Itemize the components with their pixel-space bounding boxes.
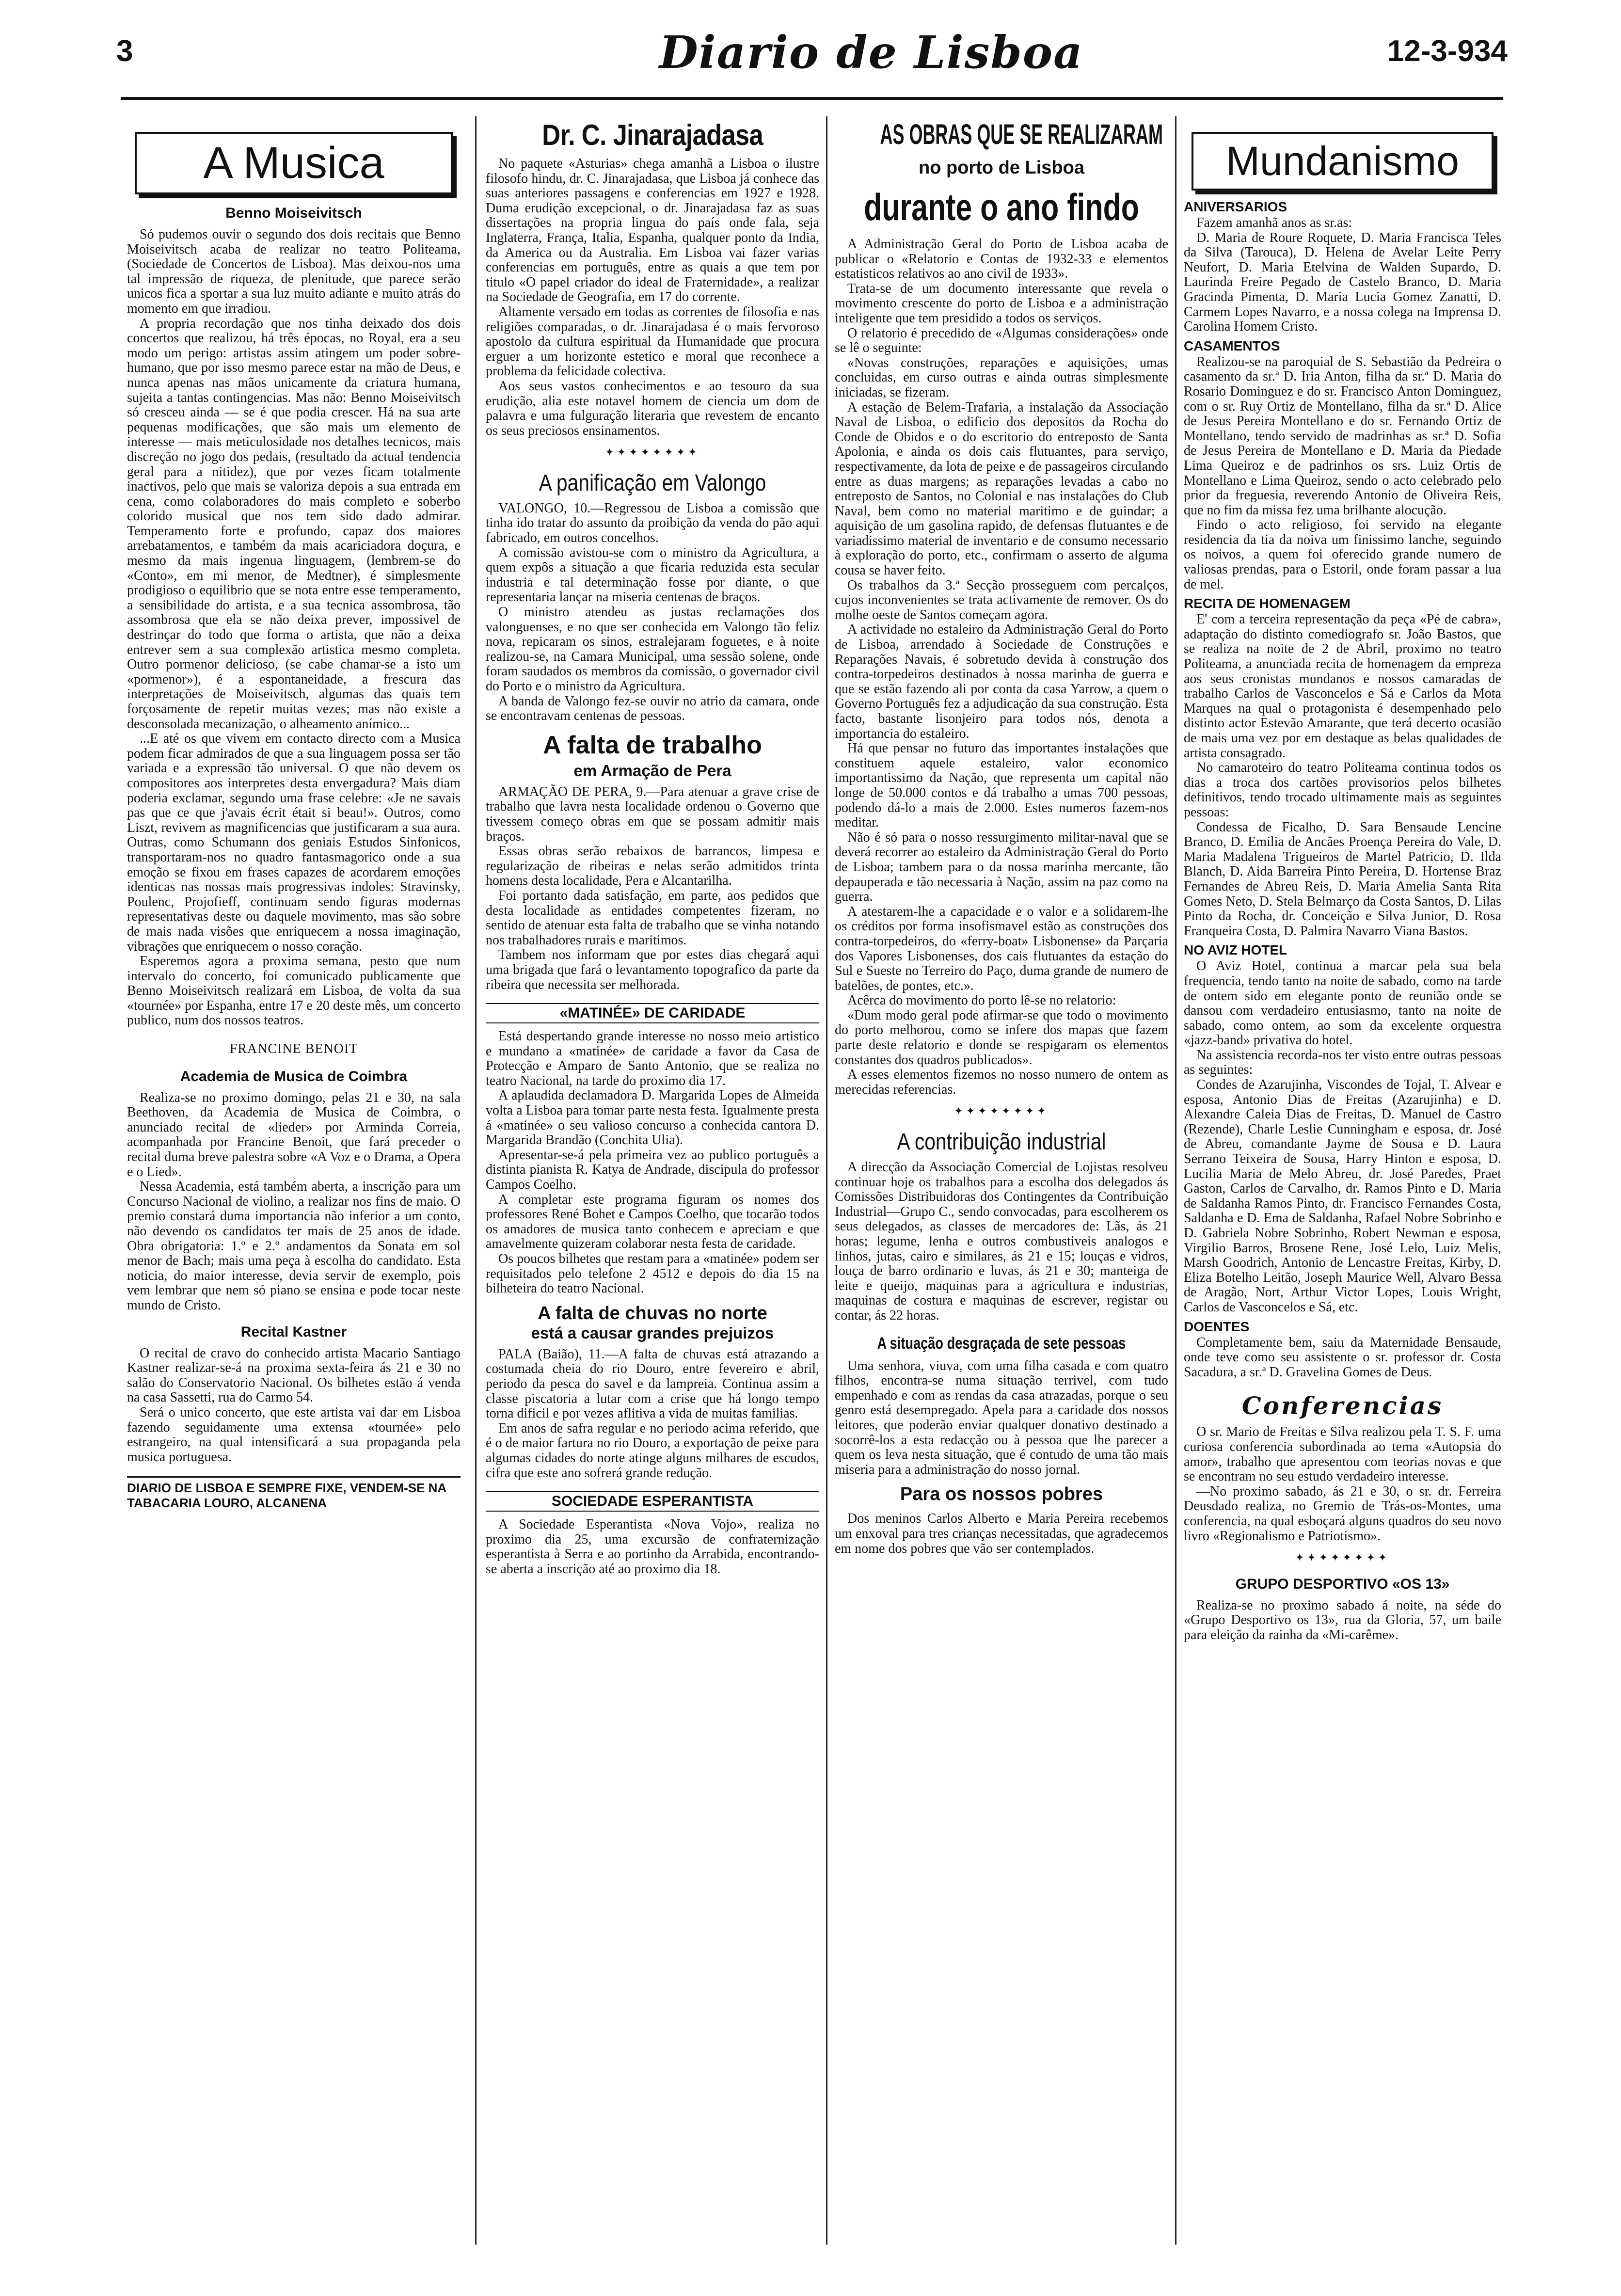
article-subtitle: no porto de Lisboa <box>919 158 1084 178</box>
paragraph: ...E até os que vivem em contacto directo com a Musica podem ficar admirados de que a sua linguagem possa ser tão variada e a expressão tão universal. O que não devem os compositores aos interpretes desta envergadura? Mais diam poderia exclamar, segundo uma frase celebre: «Je ne savais pas que ce que j'avais écrit était si beau!». Outros, como Liszt, revivem as magnificencias que justificaram a sua aura. Outras, como Schumann dos geniais Estudos Sinfonicos, transportaram-nos no quadro fantasmagorico onde a sua emoção se fixou em frases capazes de acordarem emoções identicas nas nossas mais progressivas indoles: Stravinsky, Poulenc, Projofieff, continuam sendo figuras modernas representativas deste ou daquele movimento, mas são sobre de mais nada visões que enriquecem a nossa imaginação, vibrações que enriquecem o nosso coração. <box>127 731 461 954</box>
paragraph: Os trabalhos da 3.ª Secção prosseguem com percalços, cujos inconvenientes se trata activamente de remover. Os do molhe oeste de Santos começam agora. <box>835 577 1168 622</box>
article-title: Dr. C. Jinarajadasa <box>542 119 763 151</box>
article-title: A situação desgraçada de sete pessoas <box>877 1334 1126 1353</box>
subsection-label: ANIVERSARIOS <box>1184 199 1287 214</box>
paragraph: E' com a terceira representação da peça «Pé de cabra», adaptação do distinto comediografo sr. João Bastos, que se realiza na noite de 2 de Abril, proximo no teatro Politeama, a anunciada recita de homenagem da empreza aos seus cronistas mundanos e nossos camaradas de trabalho Carlos de Vasconcelos e Sá e Carlos da Mota Marques na qual o protagonista é desempenhado pelo distinto actor Estevão Amarante, que terá decerto ocasião de mais uma vez por em destaque as belas qualidades de artista consagrado. <box>1184 612 1501 761</box>
paragraph: Está despertando grande interesse no nosso meio artistico e mundano a «matinée» de caridade a favor da Casa de Protecção e Amparo de Santo Antonio, que se realiza no teatro Nacional, na tarde do proximo dia 17. <box>486 1029 819 1088</box>
paragraph: Condessa de Ficalho, D. Sara Bensaude Lencine Branco, D. Emilia de Ancães Proença Pereira do Vale, D. Maria Madalena Trigueiros de Martel Patricio, D. Ilda Blanch, D. Aida Barreira Pinto Pereira, D. Hortense Braz Fernandes de Abreu Reis, D. Maria Amelia Santa Rita Gomes Neto, D. Stela Belmarço da Costa Santos, D. Lilas Pinto da Rocha, dr. Conceição e Silva Junior, D. Rosa Franqueira Costa, D. Palmira Navarro Viana Bastos. <box>1184 819 1501 939</box>
newspaper-title: Diario de Lisboa <box>659 26 1083 79</box>
article-title: Academia de Musica de Coimbra <box>180 1068 408 1084</box>
article-title: GRUPO DESPORTIVO «OS 13» <box>1235 1576 1450 1592</box>
paragraph: No camaroteiro do teatro Politeama continua todos os dias a troca dos cartões provisorios pelos bilhetes definitivos, tendo trocado ultimamente mais as seguintes pessoas: <box>1184 760 1501 820</box>
paragraph: Na assistencia recorda-nos ter visto entre outras pessoas as seguintes: <box>1184 1047 1501 1078</box>
paragraph: VALONGO, 10.—Regressou de Lisboa a comissão que tinha ido tratar do assunto da proibição da venda do pão aqui fabricado, em outros concelhos. <box>486 500 819 546</box>
paragraph: A atestarem-lhe a capacidade e o valor e a solidarem-lhe os créditos por forma insofismavel estão as construções dos contra-torpedeiros, do «ferry-boat» Lisbonense» da Parçaria dos Vapores Lisbonenses, dos cais flutuantes da estação do Sul e Sueste no Terreiro do Paço, duma grande de numero de batelões, de pontes, etc.». <box>835 904 1168 993</box>
paragraph: Será o unico concerto, que este artista vai dar em Lisboa fazendo seguidamente uma extensa «tournée» pelo estrangeiro, na qual intensificará a sua propaganda pela musica portuguesa. <box>127 1404 461 1465</box>
paragraph: A actividade no estaleiro da Administração Geral do Porto de Lisboa, arrendado à Sociedade de Construções e Reparações Navais, é sobretudo devida à construção dos contra-torpedeiros destinados à nossa marinha de guerra e que se estão fazendo ali por conta da casa Yarrow, a quem o Governo Português fez a adjudicação da sua construção. Esta facto, bastante lisonjeiro para todos nós, denota a importancia do estaleiro. <box>835 622 1168 741</box>
article-title-line-2: durante o ano findo <box>864 186 1139 228</box>
paragraph: Só pudemos ouvir o segundo dos dois recitais que Benno Moiseivitsch acaba de realizar no teatro Politeama, (Sociedade de Concertos de Lisboa). Mas deixou-nos uma tal impressão de riqueza, de plenitude, que parece serão unicos fica a sportar a sua luz muito adiante e muito atrás do momento em que irradiou. <box>127 227 461 316</box>
paragraph: —No proximo sabado, ás 21 e 30, o sr. dr. Ferreira Deusdado realiza, no Gremio de Trás-os-Montes, uma conferencia, na qual esboçará alguns quadros do seu novo livro «Regionalismo e Patriotismo». <box>1184 1483 1501 1544</box>
column-4 <box>1184 112 1501 2245</box>
article-title: A contribuição industrial <box>897 1129 1106 1155</box>
paragraph: A Sociedade Esperantista «Nova Vojo», realiza no proximo dia 25, uma excursão de confraternização esperantista à Serra e ao portinho da Arrabida, encontrando-se aberta a inscrição até ao proximo dia 18. <box>486 1517 819 1577</box>
article-title: A falta de chuvas no norte <box>538 1303 767 1323</box>
paragraph: Fazem amanhã anos as sr.as: <box>1196 215 1352 230</box>
paragraph: Esperemos agora a proxima semana, pesto que num intervalo do concerto, foi comunicado publicamente que Benno Moiseivitsch realizará em Lisboa, de volta da sua «tournée» por Espanha, entre 17 e 20 deste mês, um concerto publico, num dos nossos teatros. <box>127 954 461 1028</box>
article-title: SOCIEDADE ESPERANTISTA <box>486 1491 819 1512</box>
separator-ornament: ✦✦✦✦✦✦✦✦ <box>605 446 700 459</box>
paragraph: Altamente versado em todas as correntes de filosofia e nas religiões comparadas, o dr. Jinarajadasa é o mais fervoroso apostolo da cultura espiritual da Humanidade que procura erguer a um horizonte estetico e moral que reconhece a problema da felicidade colectiva. <box>486 304 819 379</box>
footer-note: DIARIO DE LISBOA E SEMPRE FIXE, VENDEM-SE NA TABACARIA LOURO, ALCANENA <box>127 1476 461 1511</box>
separator-ornament: ✦✦✦✦✦✦✦✦ <box>1295 1551 1390 1564</box>
paragraph: Findo o acto religioso, foi servido na elegante residencia da tia da noiva um finissimo lanche, seguindo os noivos, a quem foi oferecido grande numero de valiosas prendas, para o Estoril, onde foram passar a lua de mel. <box>1184 517 1501 592</box>
paragraph: Completamente bem, saiu da Maternidade Bensaude, onde teve como seu assistente o sr. professor dr. Costa Sacadura, a sr.ª D. Gravelina Gomes de Deus. <box>1184 1335 1501 1380</box>
section-header-musica: A Musica <box>135 132 453 194</box>
paragraph: Uma senhora, viuva, com uma filha casada e com quatro filhos, encontra-se numa situação terrivel, com tudo empenhado e com as rendas da casa atrazadas, porque o seu genro está desempregado. Apela para a caridade dos nossos leitores, que poderão enviar qualquer donativo destinado a socorrê-los a esta redacção ou à pessoa que lhe parecer a quem os leva nesta situação, que é contudo de uma tão mais miseria para a administração do nosso jornal. <box>835 1358 1168 1477</box>
paragraph: O relatorio é precedido de «Algumas considerações» onde se lê o seguinte: <box>835 325 1168 356</box>
paragraph: A esses elementos fizemos no nosso numero de ontem as merecidas referencias. <box>835 1067 1168 1097</box>
subsection-label: NO AVIZ HOTEL <box>1184 942 1287 958</box>
paragraph: D. Maria de Roure Roquete, D. Maria Francisca Teles da Silva (Tarouca), D. Helena de Avelar Leite Perry Neufort, D. Maria Etelvina de Walden Supardo, D. Laurinda Freire Pegado de Castelo Branco, D. Maria Gracinda Pimenta, D. Maria Lucia Gomez Zanatti, D. Carmem Lopes Navarro, e a nossa colega na Imprensa D. Carolina Homem Cristo. <box>1184 230 1501 335</box>
section-header-mundanismo: Mundanismo <box>1192 132 1494 191</box>
article-title: A falta de trabalho <box>543 731 762 759</box>
article-title: «MATINÉE» DE CARIDADE <box>486 1003 819 1023</box>
paragraph: Acêrca do movimento do porto lê-se no relatorio: <box>847 993 1116 1008</box>
paragraph: Há que pensar no futuro das importantes instalações que constituem aquele estaleiro, valor economico importantissimo da Nação, que representa um capital não longe de 50.000 contos e dá trabalho a umas 700 pessoas, podendo dá-lo a mais de 2.000. Estes numeros fazem-nos meditar. <box>835 741 1168 830</box>
masthead <box>116 26 1508 82</box>
separator-ornament: ✦✦✦✦✦✦✦✦ <box>954 1105 1049 1117</box>
paragraph: O recital de cravo do conhecido artista Macario Santiago Kastner realizar-se-á na proxima sexta-feira ás 21 e 30 no salão do Conservatorio Nacional. Os bilhetes estão á venda na casa Sassetti, rua do Carmo 54. <box>127 1345 461 1405</box>
paragraph: PALA (Baião), 11.—A falta de chuvas está atrazando a costumada cheia do rio Douro, entre fevereiro e abril, periodo da pesca do savel e da lampreia. Continua assim a classe piscatoria a lutar com a crise que há longo tempo torna dificil e por vezes aflitiva a vida de muitas familias. <box>486 1346 819 1421</box>
article-title: Conferencias <box>1241 1391 1444 1420</box>
article-title: A panificação em Valongo <box>539 470 766 496</box>
paragraph: Realiza-se no proximo domingo, pelas 21 e 30, na sala Beethoven, da Academia de Musica de Coimbra, o anunciado recital de «lieder» por Arminda Correia, acompanhada por Francine Benoit, que fará preceder o recital duma breve palestra sobre «A Voz e o Drama, a Opera e o Lied». <box>127 1090 461 1180</box>
paragraph: A Administração Geral do Porto de Lisboa acaba de publicar o «Relatorio e Contas de 1932-33 e elementos estatisticos relativos ao ano civil de 1933». <box>835 237 1168 282</box>
paragraph: No paquete «Asturias» chega amanhã a Lisboa o ilustre filosofo hindu, dr. C. Jinarajadasa, que Lisboa já conhece das suas anteriores passagens e conferencias em 1927 e 1928. Duma erudição excepcional, o dr. Jinarajadasa faz as suas dissertações na propria lingua do país onde fala, seja Inglaterra, França, Italia, Espanha, qualquer ponto da India, da America ou da Australia. Em Lisboa vai fazer varias conferencias em português, entre as quais a que tem por titulo «O papel criador do ideal de Fraternidade», a realizar na Sociedade de Geografia, em 17 do corrente. <box>486 156 819 305</box>
byline: FRANCINE BENOIT <box>229 1041 358 1057</box>
paragraph: A comissão avistou-se com o ministro da Agricultura, a quem expôs a situação a que ficaria reduzida esta secular industria e tal determinação fosse por diante, o que representaria lançar na miseria centenas de braços. <box>486 545 819 605</box>
subsection-label: CASAMENTOS <box>1184 338 1280 353</box>
page-number: 3 <box>116 34 133 68</box>
paragraph: Apresentar-se-á pela primeira vez ao publico português a distinta pianista R. Katya de Andrade, discipula do professor Campos Coelho. <box>486 1147 819 1193</box>
paragraph: ARMAÇÃO DE PERA, 9.—Para atenuar a grave crise de trabalho que lavra nesta localidade ordenou o Governo que tivessem começo obras em que se possam admitir mais braços. <box>486 784 819 844</box>
paragraph: A propria recordação que nos tinha deixado dos dois concertos que realizou, há três épocas, no Royal, era a seu modo um perigo: artistas assim atingem um poder sobre-humano, que por isso mesmo parece estar na mão de Deus, e nunca apenas nas mãos unicamente da criatura humana, sujeita a tantas contingencias. Mas não: Benno Moiseivitsch só cresceu ainda — se é que podia crescer. Há na sua arte pequenas modificações, que são mais um elemento de interesse — mais meticulosidade nos detalhes tecnicos, mais discreção no jogo dos pedais, (resultado da actual tendencia geral para a nitidez), que por vezes ficam totalmente inactivos, pelo que mais se valoriza depois a sua entrada em cena, como colaboradores do mais completo e soberbo colorido musical que nos tem sido dado admirar. Temperamento forte e profundo, capaz dos maiores arrebatamentos, e também da mais acariciadora doçura, e mesmo da mais ingenua linguagem, (lembrem-se do «Conto», em mi menor, de Medtner), é simplesmente prodigioso o equilibrio que se nota entre esse temperamento, a sensibilidade do artista, e a sua tecnica assombrosa, tão assombrosa que ela se não deixa prever, impossivel de destrinçar do todo que forma o artista, que não a deixa entrever sem a sua complexão artistica mesmo completa. Outro pormenor delicioso, (se cabe chamar-se a isto um «pormenor»), é a espontaneidade, a frescura das interpretações de Moiseivitsch, algumas das quais tem forçosamente de repetir muitas vezes; mas não existe a desconsolada mecanização, o alheamento anímico... <box>127 316 461 732</box>
paragraph: Os poucos bilhetes que restam para a «matinée» podem ser requisitados pelo telefone 2 4512 e depois do dia 15 na bilheteira do teatro Nacional. <box>486 1251 819 1296</box>
column-rule <box>1175 116 1176 2245</box>
paragraph: Foi portanto dada satisfação, em parte, aos pedidos que desta localidade as entidades competentes fizeram, no sentido de atenuar esta falta de trabalho que se vinha notando nos trabalhadores rurais e maritimos. <box>486 888 819 948</box>
paragraph: Tambem nos informam que por estes dias chegará aqui uma brigada que fará o levantamento topografico da parte da ribeira que necessita ser melhorada. <box>486 947 819 992</box>
paragraph: Realizou-se na paroquial de S. Sebastião da Pedreira o casamento da sr.ª D. Iria Anton, filha da sr.ª D. Maria do Rosario Dominguez e do sr. Francisco Anton Dominguez, com o sr. Ruy Ortiz de Montellano, filha da sr.ª D. Alice de Jesus Pereira Montellano e do sr. Fernando Ortiz de Montellano, tendo servido de madrinhas as sr.ª D. Sofia de Jesus Pereira de Montellano e D. Maria da Piedade Lima Queiroz e de padrinhos os srs. Luiz Ortis de Montellano e Lima Queiroz, sendo o acto celebrado pelo prior da freguesia, reverendo Antonio de Oliveira Reis, que no fim da missa fez uma brilhante alocução. <box>1184 354 1501 518</box>
article-subtitle: em Armação de Pera <box>573 761 731 780</box>
paragraph: Dos meninos Carlos Alberto e Maria Pereira recebemos um enxoval para tres crianças necessitadas, que agradecemos em nome dos pobres que vão ser contemplados. <box>835 1511 1168 1556</box>
article-title: Para os nossos pobres <box>900 1484 1103 1505</box>
subsection-label: RECITA DE HOMENAGEM <box>1184 596 1351 611</box>
paragraph: «Novas construções, reparações e aquisições, umas concluidas, em curso outras e ainda outras simplesmente iniciadas, se fizeram. <box>835 355 1168 400</box>
paragraph: A estação de Belem-Trafaria, a instalação da Associação Naval de Lisboa, o edificio dos depositos da Rocha do Conde de Obidos e o do escritorio do entreposto de Santa Apolonia, e ainda os dois cais flutuantes, para serviço, respectivamente, da lota de peixe e de passageiros circulando entre as duas margens; as reparações levadas a cabo no entreposto de Santos, no Colonial e nas instalações do Club Naval, bem como no material maritimo e de guindar; a aquisição de um gasolina rapido, de defensas flutuantes e de variadissimo material de inventario e de consumo necessario à exploração do porto, etc., confirmam o asserto de alguma cousa se haver feito. <box>835 399 1168 578</box>
paragraph: Condes de Azarujinha, Viscondes de Tojal, T. Alvear e esposa, Antonio Dias de Freitas (Azarujinha) e D. Alexandre Caleia Dias de Freitas, D. Manuel de Castro (Rezende), Charle Leslie Cunningham e esposa, dr. José de Abreu, comandante Jayme de Sousa e D. Laura Serrano Teixeira de Sousa, Harry Hinton e esposa, D. Lucilia Maria de Melo Abreu, dr. José Paredes, Praet Gaston, Carlos de Carvalho, dr. Ramos Pinto e D. Maria de Saldanha Ramos Pinto, dr. Francisco Fernandes Costa, Saldanha e D. Ema de Saldanha, Rafael Nobre Sobrinho e D. Gabriela Nobre Sobrinho, Robert Newman e esposa, Virgilio Barros, Brosene Rene, José Lelo, Luiz Melis, Marsh Goodrich, Antonio de Lencastre Freitas, Kirby, D. Eliza Botelho Leitão, Joseph Maurice Well, Alvaro Bessa de Aragão, Nort, Arthur Victor Lopes, Louis Wright, Carlos de Vasconcelos e Sá, etc. <box>1184 1077 1501 1315</box>
paragraph: O Aviz Hotel, continua a marcar pela sua bela frequencia, tendo tanto na noite de sabado, como na tarde de ontem sido em elegante ponto de reunião onde se dansou com verdadeiro entusiasmo, tanto na noite de sabado, como ontem, ao som da excelente orquestra «jazz-band» privativa do hotel. <box>1184 958 1501 1048</box>
paragraph: Em anos de safra regular e no periodo acima referido, que é o de maior fartura no rio Douro, a exportação de peixe para algumas cidades do norte atinge alguns milhares de escudos, cifra que este ano sofrerá grande redução. <box>486 1420 819 1481</box>
subsection-label: DOENTES <box>1184 1319 1250 1334</box>
paragraph: A completar este programa figuram os nomes dos professores René Bohet e Campos Coelho, que tocarão todos os amadores de musica tanto conhecem e apreciam e que amavelmente quizeram colaborar nesta festa de caridade. <box>486 1192 819 1252</box>
column-1 <box>127 112 461 2245</box>
column-2 <box>486 112 819 2235</box>
paragraph: Não é só para o nosso ressurgimento militar-naval que se deverá recorrer ao estaleiro da Administração Geral do Porto de Lisboa; tambem para o da nossa marinha mercante, tão depauperada e tão necessaria à Nação, assim na paz como na guerra. <box>835 829 1168 905</box>
article-title: Recital Kastner <box>240 1323 347 1340</box>
paragraph: Essas obras serão rebaixos de barrancos, limpesa e regularização de ribeiras e nelas serão admitidos trinta homens desta localidade, Pera e Alcantarilha. <box>486 844 819 889</box>
paragraph: A aplaudida declamadora D. Margarida Lopes de Almeida volta a Lisboa para tomar parte nesta festa. Igualmente presta á «matinée» o seu valioso concurso a conhecida cantora D. Margarida Brandão (Conchita Ulia). <box>486 1088 819 1148</box>
article-subtitle: está a causar grandes prejuizos <box>531 1323 774 1342</box>
column-rule <box>475 116 477 2245</box>
paragraph: A banda de Valongo fez-se ouvir no atrio da camara, onde se encontravam centenas de pessoas. <box>486 693 819 724</box>
column-rule <box>826 116 827 2245</box>
article-title: Benno Moiseivitsch <box>225 205 362 221</box>
issue-date: 12-3-934 <box>1387 34 1508 68</box>
paragraph: Aos seus vastos conhecimentos e ao tesouro da sua erudição, alia este notavel homem de ciencia um dom de palavra e uma fulguração literaria que revestem de encanto os seus preciosos ensinamentos. <box>486 378 819 438</box>
paragraph: Realiza-se no proximo sabado á noite, na séde do «Grupo Desportivo os 13», rua da Gloria, 57, um baile para eleição da rainha da «Mi-carême». <box>1184 1597 1501 1642</box>
column-3 <box>835 112 1168 2245</box>
paragraph: O ministro atendeu as justas reclamações dos valonguenses, e no que ser conhecida em Valongo tão feliz nova, repicaram os sinos, estralejaram foguetes, e à noite realizou-se, na Camara Municipal, uma sessão solene, onde foram saudados os membros da comissão, o governador civil do Porto e o ministro da Agricultura. <box>486 605 819 694</box>
paragraph: «Dum modo geral pode afirmar-se que todo o movimento do porto melhorou, como se infere dos mapas que fazem parte deste relatorio e donde se respigaram os elementos constantes dos quadros publicados». <box>835 1007 1168 1068</box>
paragraph: Trata-se de um documento interessante que revela o movimento crescente do porto de Lisboa e a administração inteligente que tem presidido a todos os serviços. <box>835 281 1168 326</box>
article-title: AS OBRAS QUE SE REALIZARAM <box>880 119 1163 150</box>
paragraph: O sr. Mario de Freitas e Silva realizou pela T. S. F. uma curiosa conferencia subordinada ao tema «Autopsia do amor», trabalho que apresentou com teorias novas e que se encontram no seu estudo verdadeiro interesse. <box>1184 1424 1501 1484</box>
paragraph: Nessa Academia, está também aberta, a inscrição para um Concurso Nacional de violino, a realizar nos fins de maio. O premio constará duma importancia não inferior a um conto, não devendo os candidatos ter mais de 25 anos de idade. Obra obrigatoria: 1.º e 2.º andamentos da Sonata em sol menor de Bach; mais uma peça à escolha do candidato. Esta noticia, do maior interesse, devia servir de exemplo, pois vem lembrar que nem só piano se ensina e pode tocar neste mundo de Cristo. <box>127 1179 461 1313</box>
paragraph: A direcção da Associação Comercial de Lojistas resolveu continuar hoje os trabalhos para a escolha dos delegados ás Comissões Distribuidoras dos Contingentes da Contribuição Industrial—Grupo C., sendo convocadas, para escolherem os seus delegados, as classes de mercadores de: Lãs, ás 21 horas; legume, lenha e outros combustiveis analogos e linhos, jutas, cairo e similares, ás 21 e 15; louças e vidros, louça de barro ordinario e luvas, ás 21 e 30; manteiga de leite e queijo, maquinas para a agricultura e industrias, maquinas de costura e maquinas de escrever, registar ou contar, ás 22 horas. <box>835 1160 1168 1323</box>
